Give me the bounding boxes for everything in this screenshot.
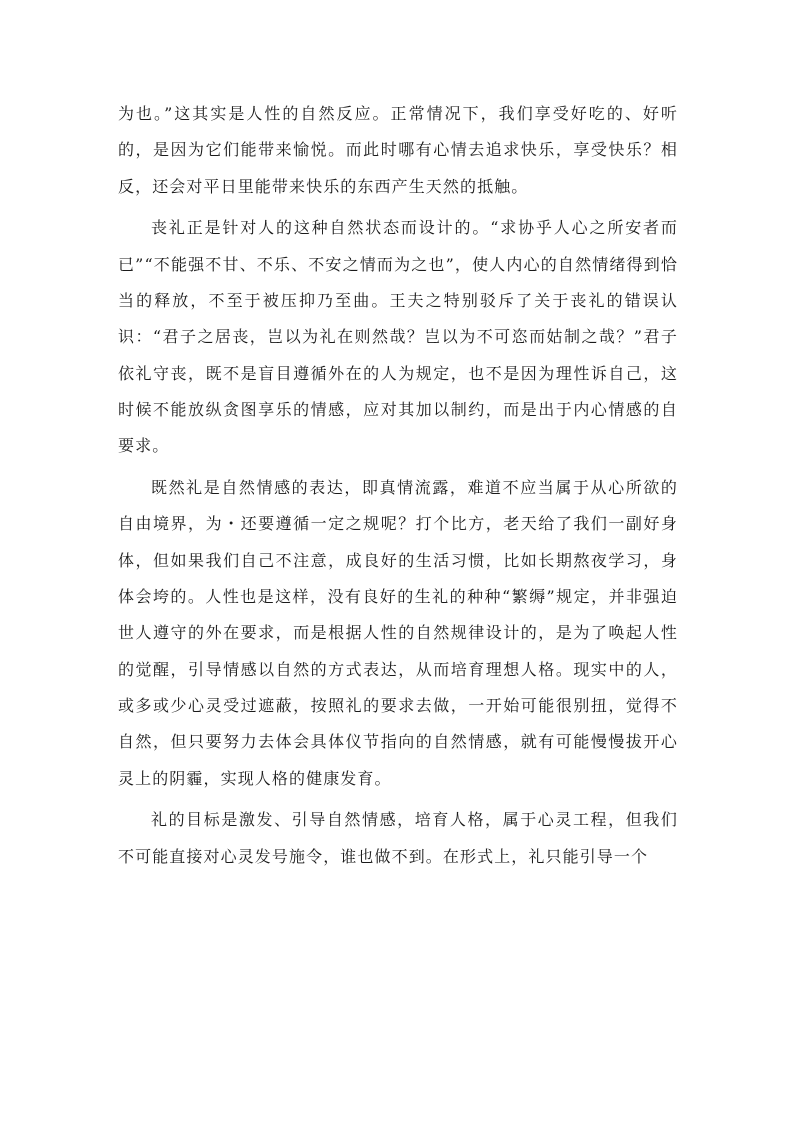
document-body bbox=[118, 96, 678, 881]
paragraph-1: 为也。”这其实是人性的自然反应。正常情况下，我们享受好吃的、好听的，是因为它们能带来愉悦。而此时哪有心情去追求快乐，享受快乐？相反，还会对平日里能带来快乐的东西产生天然的抵触。 bbox=[118, 104, 678, 196]
paragraph-4: 礼的目标是激发、引导自然情感，培育人格，属于心灵工程，但我们不可能直接对心灵发号施令，谁也做不到。在形式上，礼只能引导一个 bbox=[118, 810, 678, 866]
paragraph-3: 既然礼是自然情感的表达，即真情流露，难道不应当属于从心所欲的自由境界，为・还要遵循一定之规呢？打个比方，老天给了我们一副好身体，但如果我们自己不注意，成良好的生活习惯，比如长期熬夜学习，身体会垮的。人性也是这样，没有良好的生礼的种种“繁缛”规定，并非强迫世人遵守的外在要求，而是根据人性的自然规律设计的，是为了唤起人性的觉醒，引导情感以自然的方式表达，从而培育理想人格。现实中的人，或多或少心灵受过遮蔽，按照礼的要求去做，一开始可能很别扭，觉得不自然，但只要努力去体会具体仪节指向的自然情感，就有可能慢慢拔开心灵上的阴霾，实现人格的健康发育。 bbox=[118, 478, 678, 788]
paragraph-2: 丧礼正是针对人的这种自然状态而设计的。“求协乎人心之所安者而已”“不能强不甘、不乐、不安之情而为之也”，使人内心的自然情绪得到恰当的释放，不至于被压抑乃至曲。王夫之特别驳斥了关于丧礼的错误认识：“君子之居丧，岂以为礼在则然哉？岂以为不可恣而姑制之哉？”君子依礼守丧，既不是盲目遵循外在的人为规定，也不是因为理性诉自己，这时候不能放纵贪图享乐的情感，应对其加以制约，而是出于内心情感的自要求。 bbox=[118, 218, 678, 456]
